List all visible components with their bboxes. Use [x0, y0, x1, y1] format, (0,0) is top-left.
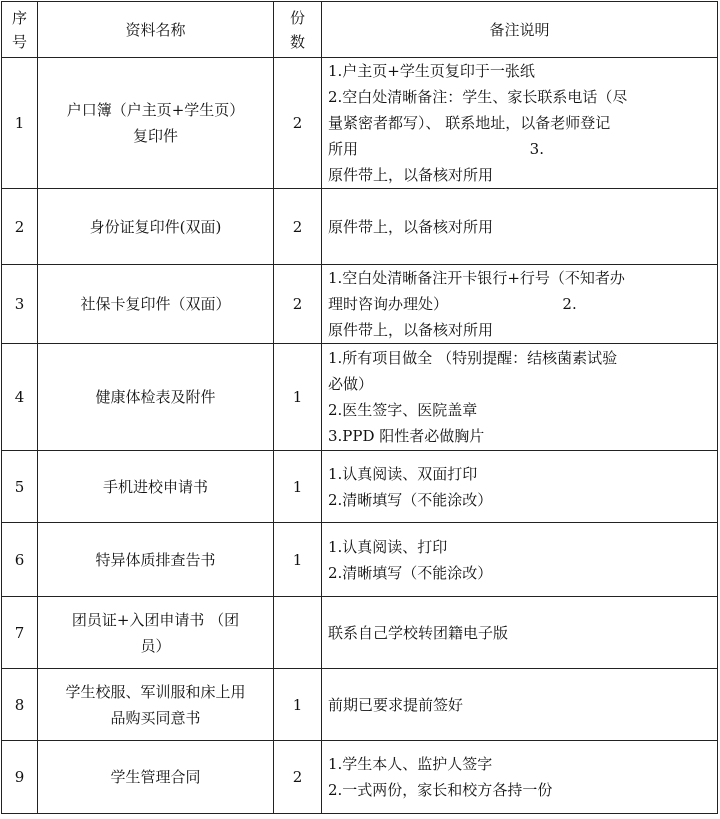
remark-line: 2.一式两份，家长和校方各持一份: [328, 781, 553, 799]
material-name-line: 手机进校申请书: [102, 477, 208, 496]
row-material-name: [38, 741, 274, 814]
row-material-name: [38, 265, 274, 344]
header-copies-line: 份: [289, 8, 305, 27]
remark-line: 必做）: [328, 375, 374, 393]
row-material-name: [38, 523, 274, 597]
row-remarks: [322, 597, 718, 669]
row-remarks: [322, 451, 718, 523]
remark-line: 前期已要求提前签好: [328, 695, 464, 714]
material-name-line: 员）: [140, 636, 171, 655]
row-copies: 2: [274, 189, 322, 265]
remark-line: 所用 3.: [328, 140, 544, 158]
table-row: [2, 58, 718, 189]
row-seq: 9: [2, 741, 38, 814]
row-remarks: [322, 58, 718, 189]
row-copies: 1: [274, 523, 322, 597]
remark-line: 2.医生签字、医院盖章: [328, 401, 478, 419]
table-row: [2, 265, 718, 344]
remark-line: 1.空白处清晰备注开卡银行+行号（不知者办: [328, 269, 625, 287]
table-row: [2, 669, 718, 741]
row-remarks: [322, 669, 718, 741]
remark-line: 2.清晰填写（不能涂改）: [328, 563, 493, 582]
header-seq: [2, 2, 38, 58]
table-row: [2, 189, 718, 265]
row-copies: 1: [274, 669, 322, 741]
row-copies: 1: [274, 344, 322, 451]
remark-line: 1.认真阅读、打印: [328, 537, 448, 556]
row-remarks: [322, 265, 718, 344]
row-material-name: [38, 189, 274, 265]
row-copies: 2: [274, 265, 322, 344]
row-remarks: [322, 189, 718, 265]
remark-line: 1.学生本人、监护人签字: [328, 755, 493, 773]
row-material-name: [38, 669, 274, 741]
row-copies: 2: [274, 58, 322, 189]
row-seq: 3: [2, 265, 38, 344]
header-name: 资料名称: [38, 2, 274, 58]
material-name-line: 特异体质排查告书: [95, 550, 216, 569]
material-name-line: 身份证复印件(双面): [89, 217, 222, 236]
header-remarks: 备注说明: [322, 2, 718, 58]
table-row: [2, 451, 718, 523]
remark-line: 原件带上，以备核对所用: [328, 321, 494, 339]
header-seq-line: 序: [11, 8, 27, 27]
row-copies: [274, 597, 322, 669]
row-seq: 5: [2, 451, 38, 523]
materials-table: [1, 1, 718, 814]
table-row: [2, 741, 718, 814]
row-remarks: [322, 523, 718, 597]
row-seq: 4: [2, 344, 38, 451]
row-copies: 2: [274, 741, 322, 814]
remark-line: 量紧密者都写）、 联系地址，以备老师登记: [328, 114, 611, 132]
table-row: [2, 523, 718, 597]
row-material-name: [38, 344, 274, 451]
material-name-line: 学生校服、军训服和床上用: [65, 682, 246, 701]
remark-line: 联系自己学校转团籍电子版: [328, 623, 509, 642]
material-name-line: 社保卡复印件（双面）: [80, 295, 231, 313]
material-name-line: 户口簿（户主页+学生页）: [66, 101, 245, 119]
material-name-line: 团员证+入团申请书 （团: [71, 610, 240, 629]
row-seq: 6: [2, 523, 38, 597]
header-copies: [274, 2, 322, 58]
row-material-name: [38, 58, 274, 189]
remark-line: 原件带上，以备核对所用: [328, 166, 494, 184]
material-name-line: 复印件: [132, 127, 178, 145]
header-copies-line: 数: [289, 32, 305, 51]
row-seq: 1: [2, 58, 38, 189]
header-row: [2, 2, 718, 58]
table-row: [2, 344, 718, 451]
row-remarks: [322, 344, 718, 451]
remark-line: 理时咨询办理处） 2.: [328, 295, 577, 313]
header-seq-line: 号: [11, 32, 27, 51]
remark-line: 1.认真阅读、双面打印: [328, 464, 478, 483]
remark-line: 1.户主页+学生页复印于一张纸: [328, 62, 535, 80]
row-seq: 8: [2, 669, 38, 741]
row-material-name: [38, 597, 274, 669]
row-remarks: [322, 741, 718, 814]
row-material-name: [38, 451, 274, 523]
remark-line: 1.所有项目做全 （特别提醒：结核菌素试验: [328, 349, 618, 367]
remark-line: 2.空白处清晰备注：学生、家长联系电话（尽: [328, 88, 628, 106]
row-seq: 7: [2, 597, 38, 669]
row-seq: 2: [2, 189, 38, 265]
remark-line: 原件带上，以备核对所用: [328, 217, 494, 236]
material-name-line: 品购买同意书: [110, 708, 201, 727]
material-name-line: 学生管理合同: [110, 768, 201, 786]
material-name-line: 健康体检表及附件: [95, 388, 216, 406]
remark-line: 3.PPD 阳性者必做胸片: [328, 427, 485, 445]
table-row: [2, 597, 718, 669]
row-copies: 1: [274, 451, 322, 523]
remark-line: 2.清晰填写（不能涂改）: [328, 490, 493, 509]
